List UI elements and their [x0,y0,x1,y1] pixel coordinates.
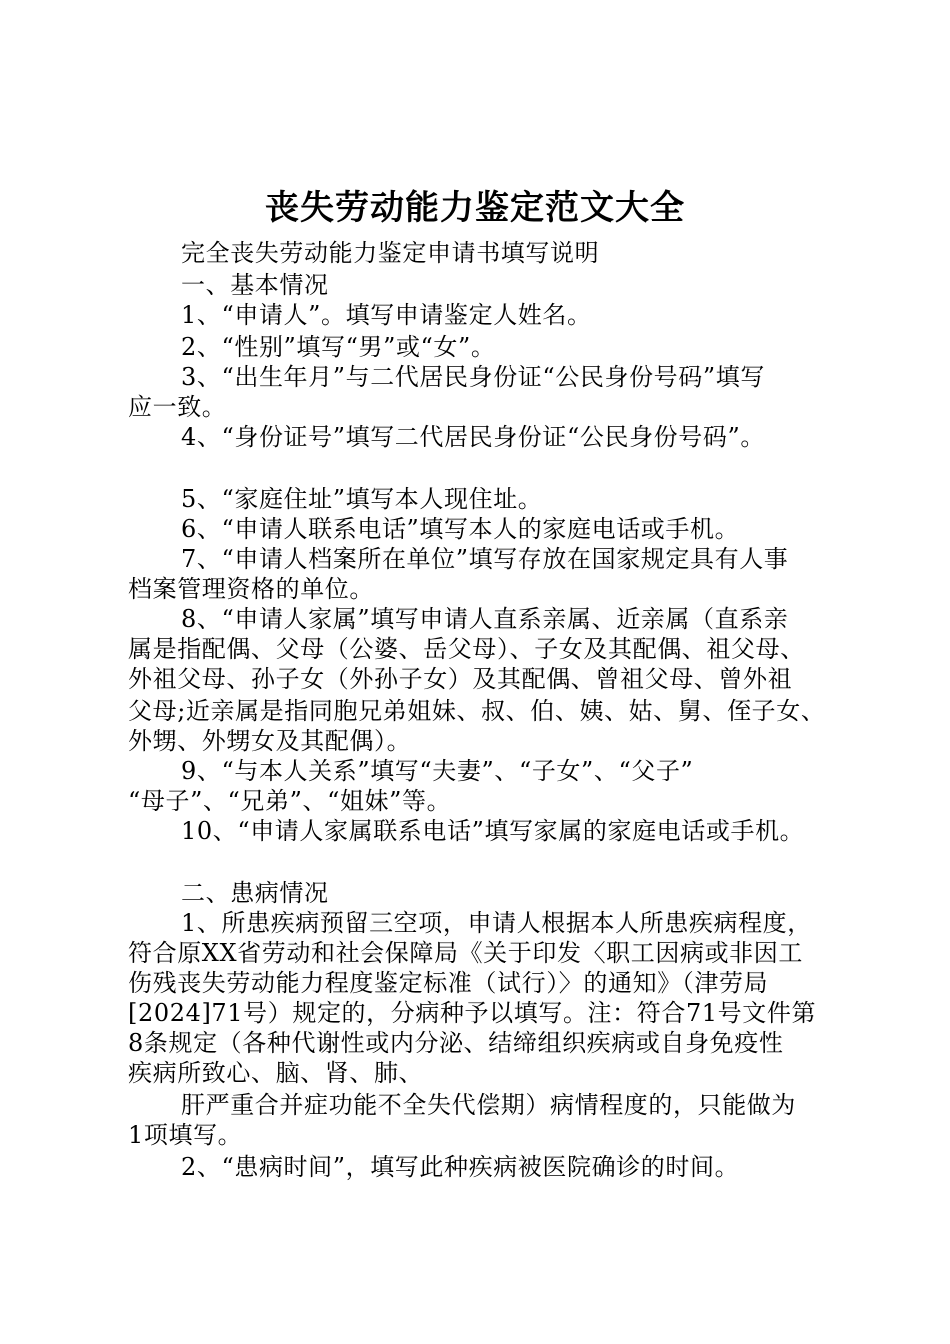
paragraph-line: 9、“与本人关系”填写“夫妻”、“子女”、“父子” [181,757,694,785]
paragraph-line: 7、“申请人档案所在单位”填写存放在国家规定具有人事 [181,545,789,573]
section-heading-basic: 一、基本情况 [181,271,329,299]
paragraph-line: 1、所患疾病预留三空项，申请人根据本人所患疾病程度， [181,909,812,937]
paragraph-line: 疾病所致心、脑、肾、肺、 [128,1059,424,1087]
paragraph-line: 5、“家庭住址”填写本人现住址。 [181,485,543,513]
paragraph-line: 肝严重合并症功能不全失代偿期）病情程度的，只能做为 [181,1091,796,1119]
paragraph-line: 8条规定（各种代谢性或内分泌、结缔组织疾病或自身免疫性 [128,1029,784,1057]
subtitle-line: 完全丧失劳动能力鉴定申请书填写说明 [181,239,600,267]
paragraph-line: 伤残丧失劳动能力程度鉴定标准（试行）〉的通知》（津劳局 [128,969,769,997]
paragraph-line: 外祖父母、孙子女（外孙子女）及其配偶、曾祖父母、曾外祖 [128,665,793,693]
paragraph-line: 4、“身份证号”填写二代居民身份证“公民身份号码”。 [181,423,765,451]
paragraph-line: “母子”、“兄弟”、“姐妹”等。 [128,787,452,815]
section-heading-illness: 二、患病情况 [181,879,329,907]
paragraph-line: [2024]71号）规定的，分病种予以填写。注：符合71号文件第 [128,999,817,1027]
paragraph-line: 符合原XX省劳动和社会保障局《关于印发〈职工因病或非因工 [128,939,803,967]
paragraph-line: 10、“申请人家属联系电话”填写家属的家庭电话或手机。 [181,817,805,845]
paragraph-line: 8、“申请人家属”填写申请人直系亲属、近亲属（直系亲 [181,605,789,633]
paragraph-line: 2、“性别”填写“男”或“女”。 [181,333,496,361]
paragraph-line: 2、“患病时间”，填写此种疾病被医院确诊的时间。 [181,1153,740,1181]
document-title: 丧失劳动能力鉴定范文大全 [265,188,685,228]
paragraph-line: 1项填写。 [128,1121,243,1149]
paragraph-line: 应一致。 [128,393,227,421]
paragraph-line: 父母;近亲属是指同胞兄弟姐妹、叔、伯、姨、姑、舅、侄子女、 [128,697,826,725]
paragraph-line: 属是指配偶、父母（公婆、岳父母）、子女及其配偶、祖父母、 [128,635,805,663]
paragraph-line: 6、“申请人联系电话”填写本人的家庭电话或手机。 [181,515,740,543]
paragraph-line: 3、“出生年月”与二代居民身份证“公民身份号码”填写 [181,363,765,391]
paragraph-line: 1、“申请人”。填写申请鉴定人姓名。 [181,301,592,329]
paragraph-line: 外甥、外甥女及其配偶）。 [128,727,412,755]
paragraph-line: 档案管理资格的单位。 [128,575,374,603]
